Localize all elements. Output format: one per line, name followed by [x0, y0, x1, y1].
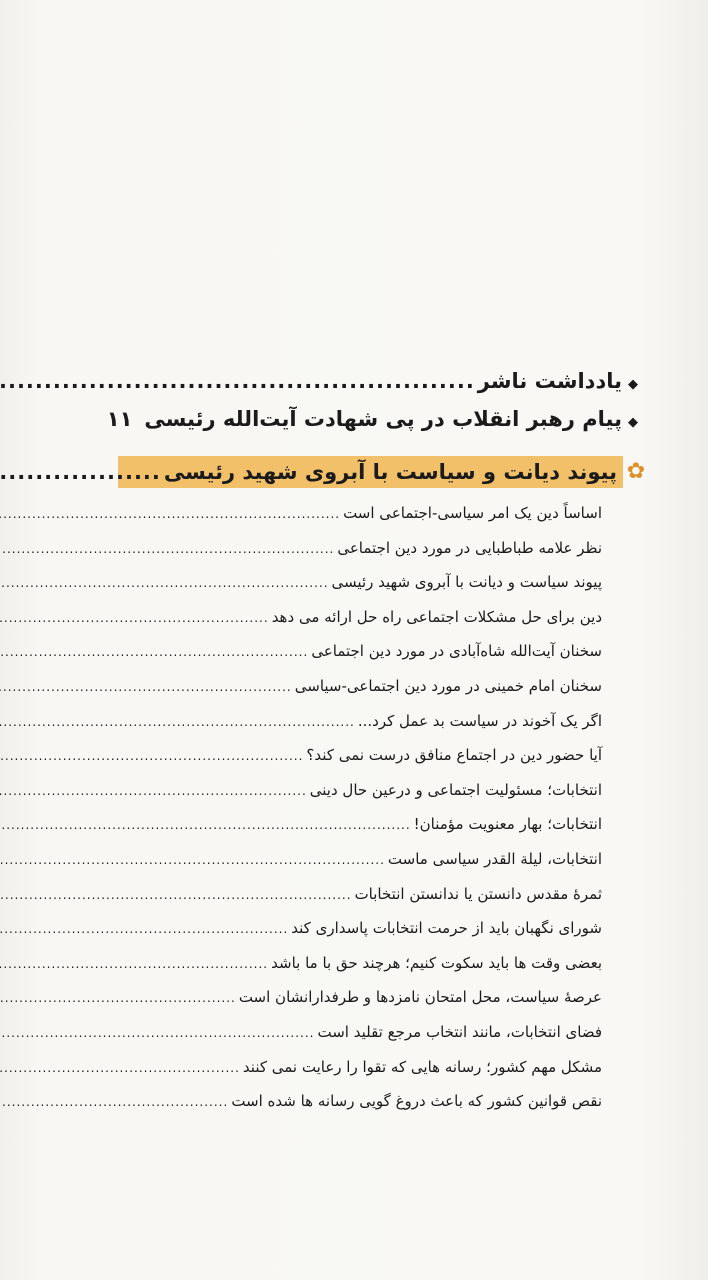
entry-title: بعضی وقت ها باید سکوت کنیم؛ هرچند حق با ما باشد: [271, 953, 602, 972]
leader-dots: [0, 566, 329, 601]
leader-dots: [0, 497, 340, 532]
diamond-bullet-icon: ◆: [628, 377, 638, 392]
entry-title: ثمرۀ مقدس دانستن یا ندانستن انتخابات: [354, 884, 602, 903]
entry-title: مشکل مهم کشور؛ رسانه هایی که تقوا را رعایت نمی کنند: [242, 1057, 602, 1076]
toc-entry[interactable]: [122, 1050, 602, 1085]
leader-dots: [0, 1051, 240, 1086]
entry-page: ۱۱: [106, 407, 133, 431]
leader-dots: [0, 843, 385, 878]
toc-entry[interactable]: [122, 1015, 602, 1050]
toc-entry[interactable]: [122, 634, 602, 669]
toc-entry[interactable]: [122, 877, 602, 912]
toc-entry[interactable]: [118, 362, 638, 400]
entry-title: اساساً دین یک امر سیاسی-اجتماعی است: [343, 504, 602, 522]
toc-entry[interactable]: [106, 400, 638, 438]
toc-sub-entries: [122, 496, 602, 1119]
toc-entry[interactable]: [122, 600, 602, 635]
entry-title: پیوند سیاست و دیانت با آبروی شهید رئیسی: [331, 573, 602, 592]
leader-dots: [0, 878, 352, 913]
entry-title: دین برای حل مشکلات اجتماعی راه حل ارائه می دهد: [271, 607, 602, 626]
toc-entry[interactable]: [122, 807, 602, 842]
section-title: پیوند دیانت و سیاست با آبروی شهید رئیسی: [163, 460, 617, 484]
leader-dots: [0, 912, 288, 947]
entry-title: انتخابات؛ بهار معنویت مؤمنان!: [413, 815, 602, 834]
entry-title: سخنان امام خمینی در مورد دین اجتماعی-سیاسی: [294, 676, 602, 695]
entry-title: شورای نگهبان باید از حرمت انتخابات پاسداری کند: [291, 919, 602, 938]
entry-title: پیام رهبر انقلاب در پی شهادت آیت‌الله رئیسی: [144, 407, 622, 431]
entry-title: اگر یک آخوند در سیاست بد عمل کرد...: [357, 711, 602, 730]
entry-title: نقص قوانین کشور که باعث دروغ گویی رسانه ها شده است: [231, 1092, 602, 1111]
leader-dots: [0, 362, 475, 400]
entry-title: آیا حضور دین در اجتماع منافق درست نمی کند؟: [306, 746, 602, 765]
toc-entry[interactable]: [122, 1084, 602, 1119]
section-header[interactable]: [118, 456, 623, 488]
toc-entry[interactable]: [122, 946, 602, 981]
leader-dots: [0, 1016, 314, 1051]
leader-dots: [0, 635, 308, 670]
toc-entry[interactable]: [122, 669, 602, 704]
leader-dots: [0, 808, 411, 843]
leader-dots: [0, 1085, 228, 1120]
leader-dots: [0, 705, 355, 740]
diamond-bullet-icon: ◆: [628, 415, 638, 430]
toc-entry[interactable]: [122, 704, 602, 739]
entry-title: یادداشت ناشر: [477, 369, 622, 393]
entry-title: فضای انتخابات، مانند انتخاب مرجع تقلید است: [317, 1022, 602, 1041]
toc-entry[interactable]: [122, 738, 602, 773]
leader-dots: [0, 739, 303, 774]
toc-entry[interactable]: [122, 531, 602, 566]
flower-icon: ✿: [626, 459, 646, 484]
leader-dots: [0, 981, 236, 1016]
toc-entry[interactable]: [122, 496, 602, 531]
leader-dots: [0, 670, 292, 705]
entry-title: عرصۀ سیاست، محل امتحان نامزدها و طرفدارانشان است: [238, 988, 602, 1007]
entry-title: انتخابات، لیلة القدر سیاسی ماست: [387, 849, 602, 868]
toc-entry[interactable]: [122, 773, 602, 808]
leader-dots: [0, 456, 161, 488]
entry-title: انتخابات؛ مسئولیت اجتماعی و درعین حال دینی: [309, 780, 602, 799]
leader-dots: [0, 601, 269, 636]
toc-entry[interactable]: [122, 565, 602, 600]
leader-dots: [0, 532, 334, 567]
toc-entry[interactable]: [122, 842, 602, 877]
toc-top-entries: [106, 362, 638, 438]
entry-title: نظر علامه طباطبایی در مورد دین اجتماعی: [337, 538, 602, 557]
toc-entry[interactable]: [122, 911, 602, 946]
entry-title: سخنان آیت‌الله شاه‌آبادی در مورد دین اجتماعی: [311, 642, 602, 661]
leader-dots: [0, 774, 307, 809]
toc-entry[interactable]: [122, 980, 602, 1015]
leader-dots: [0, 947, 268, 982]
